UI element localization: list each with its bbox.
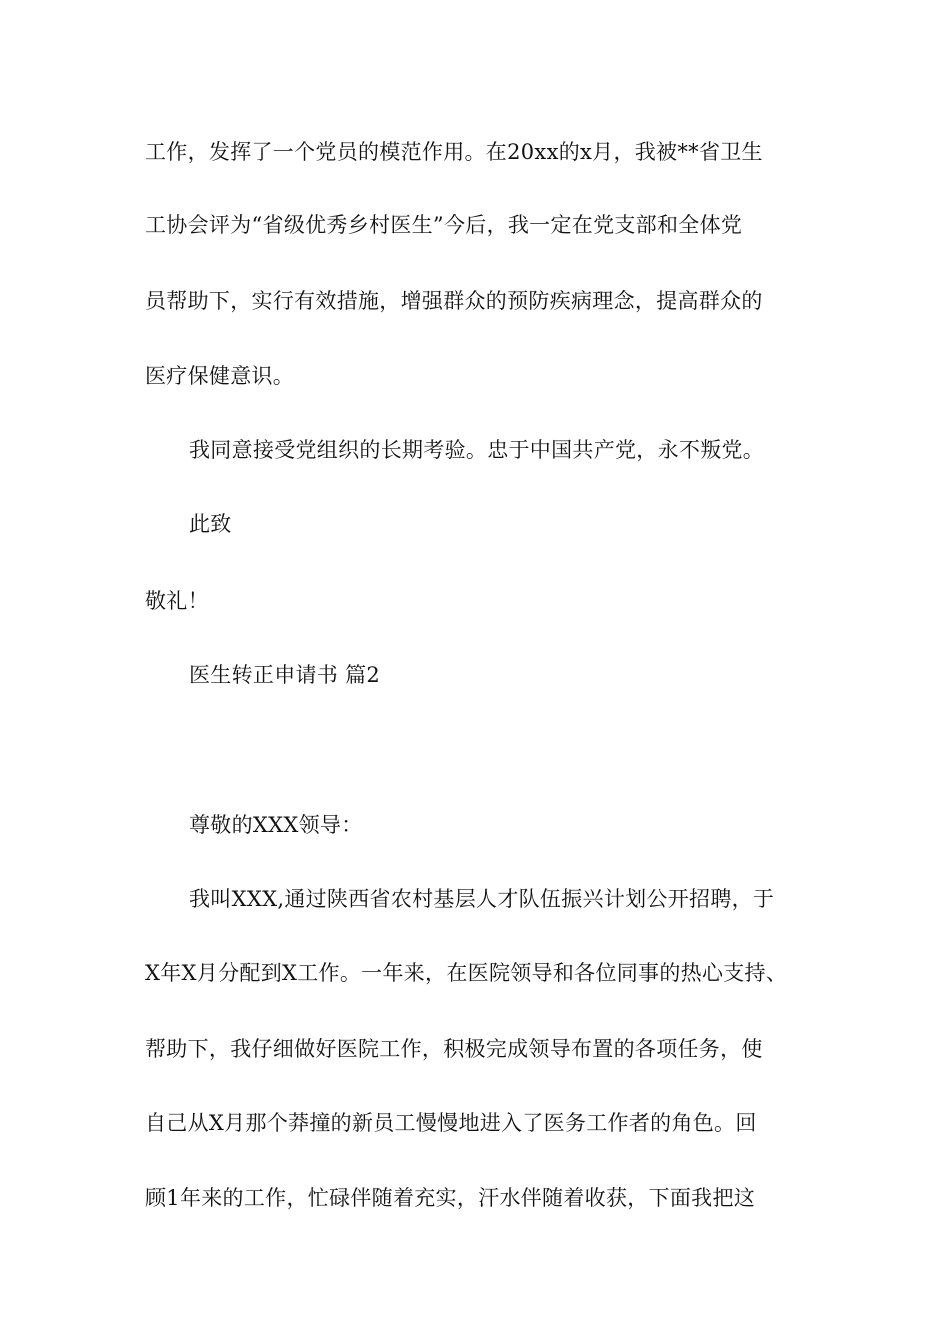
greeting-line: 尊敬的XXX领导： [189, 813, 363, 837]
paragraph-line: 顾1年来的工作，忙碌伴随着充实，汗水伴随着收获，下面我把这 [145, 1186, 756, 1210]
closing-line: 此致 [189, 512, 232, 536]
paragraph-line: X年X月分配到X工作。一年来，在医院领导和各位同事的热心支持、 [145, 961, 788, 985]
paragraph-line: 自己从X月那个莽撞的新员工慢慢地进入了医务工作者的角色。回 [145, 1111, 757, 1135]
salutation-line: 敬礼！ [145, 589, 209, 613]
paragraph-line: 工作，发挥了一个党员的模范作用。在20xx的x月，我被**省卫生 [145, 140, 763, 164]
paragraph-line: 帮助下，我仔细做好医院工作，积极完成领导布置的各项任务，使 [145, 1037, 763, 1061]
paragraph-line: 工协会评为“省级优秀乡村医生”今后，我一定在党支部和全体党 [145, 213, 743, 237]
paragraph-line: 我叫XXX,通过陕西省农村基层人才队伍振兴计划公开招聘，于 [189, 887, 775, 911]
section-heading: 医生转正申请书 篇2 [189, 663, 381, 687]
paragraph-line: 员帮助下，实行有效措施，增强群众的预防疾病理念，提高群众的 [145, 289, 763, 313]
paragraph-line: 医疗保健意识。 [145, 364, 295, 388]
paragraph-line: 我同意接受党组织的长期考验。忠于中国共产党，永不叛党。 [189, 438, 765, 462]
